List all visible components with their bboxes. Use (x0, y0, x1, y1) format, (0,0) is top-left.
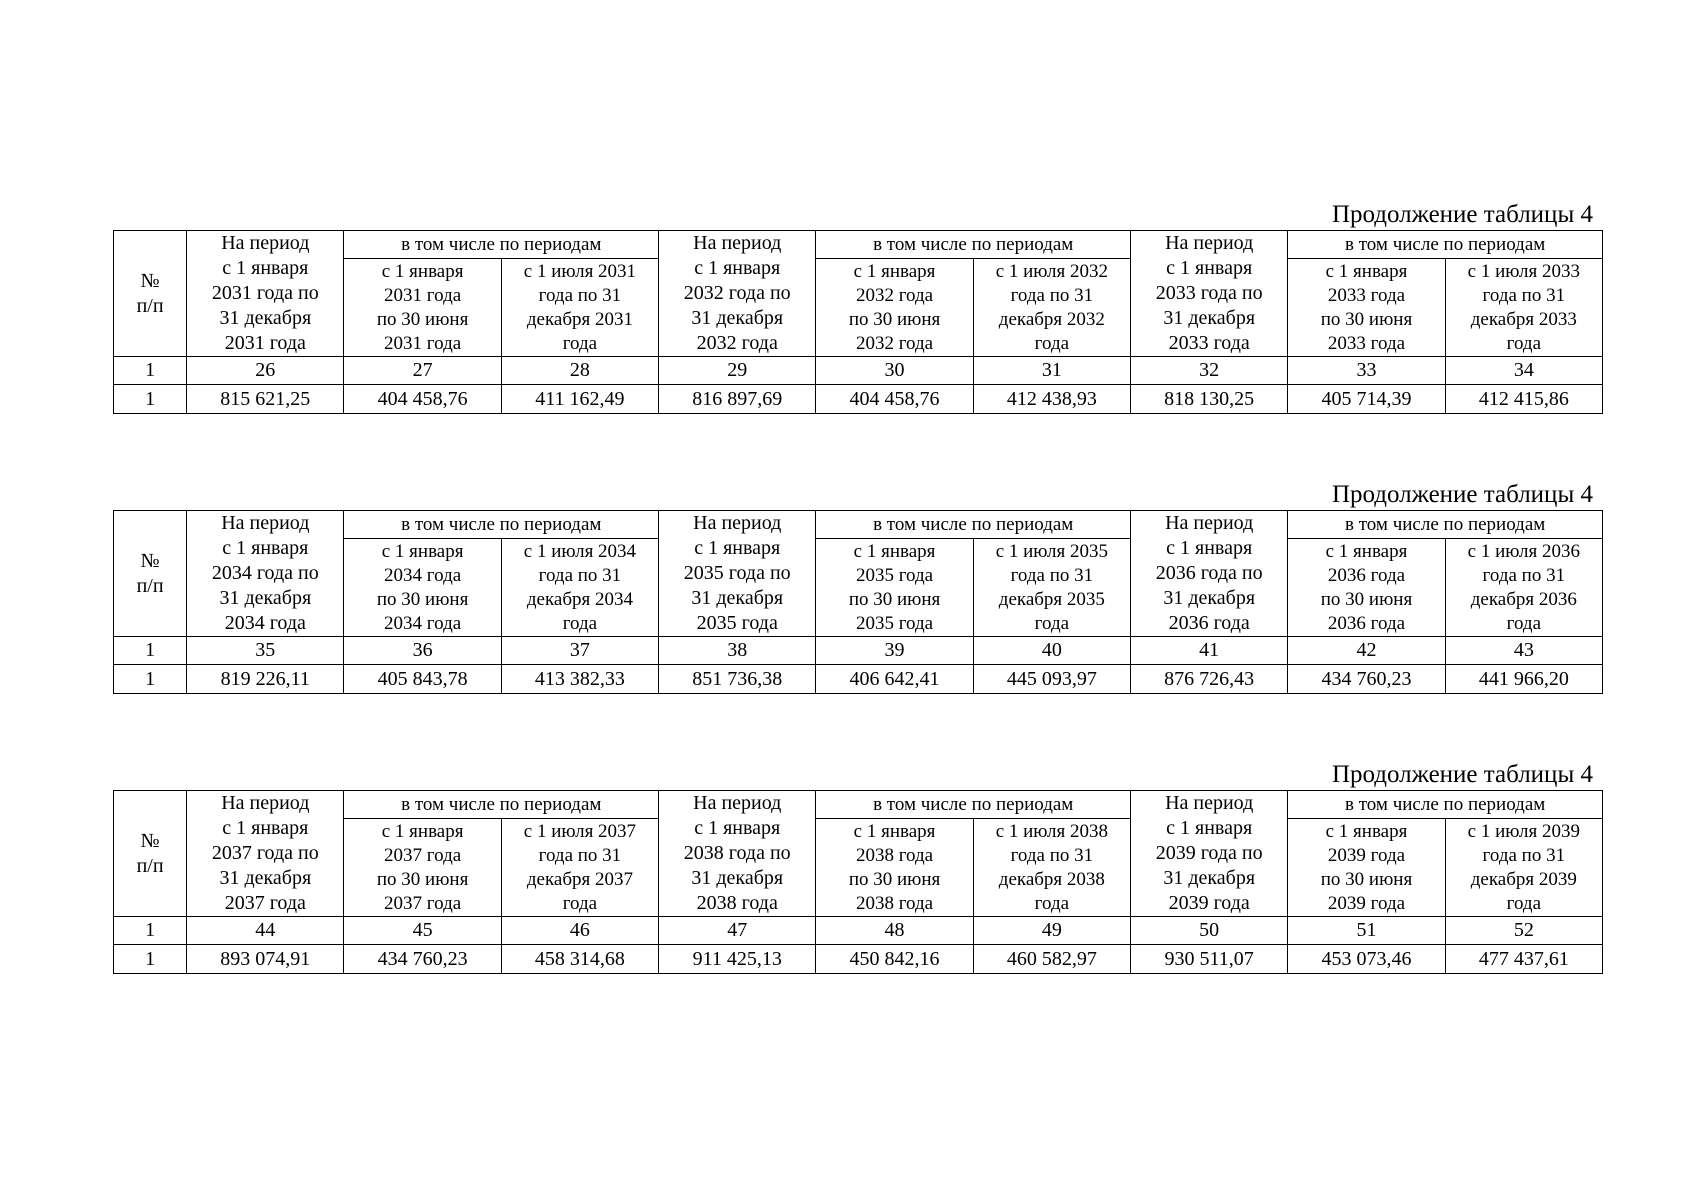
table-caption: Продолжение таблицы 4 (1331, 481, 1593, 508)
header-subperiods-group-cell: в том числе по периодам (1288, 231, 1603, 259)
value-cell: 404 458,76 (816, 385, 973, 414)
value-cell: 893 074,91 (187, 945, 344, 974)
header-first-half-cell: с 1 января 2039 года по 30 июня 2039 года (1288, 819, 1445, 917)
value-cell: 450 842,16 (816, 945, 973, 974)
column-number-cell: 35 (187, 637, 344, 665)
table-caption: Продолжение таблицы 4 (1331, 761, 1593, 788)
header-total-period-cell: На период с 1 января 2038 года по 31 декабря 2038 года (659, 791, 816, 917)
value-cell: 851 736,38 (659, 665, 816, 694)
data-table (113, 510, 1603, 694)
value-cell: 876 726,43 (1131, 665, 1288, 694)
header-subperiods-group-cell: в том числе по периодам (344, 231, 659, 259)
value-cell: 413 382,33 (501, 665, 658, 694)
header-total-period-cell: На период с 1 января 2031 года по 31 декабря 2031 года (187, 231, 344, 357)
value-cell: 1 (114, 385, 187, 414)
column-number-cell: 48 (816, 917, 973, 945)
value-cell: 911 425,13 (659, 945, 816, 974)
header-total-period-cell: На период с 1 января 2036 года по 31 декабря 2036 года (1131, 511, 1288, 637)
header-second-half-cell: с 1 июля 2037 года по 31 декабря 2037 года (501, 819, 658, 917)
column-number-cell: 30 (816, 357, 973, 385)
column-number-cell: 45 (344, 917, 501, 945)
header-number-cell: № п/п (114, 511, 187, 637)
value-cell: 406 642,41 (816, 665, 973, 694)
column-number-cell: 49 (973, 917, 1130, 945)
table-block (113, 760, 1603, 974)
value-cell: 445 093,97 (973, 665, 1130, 694)
column-number-cell: 27 (344, 357, 501, 385)
value-cell: 412 438,93 (973, 385, 1130, 414)
column-number-cell: 46 (501, 917, 658, 945)
column-number-cell: 29 (659, 357, 816, 385)
column-number-cell: 42 (1288, 637, 1445, 665)
value-cell: 405 714,39 (1288, 385, 1445, 414)
value-cell: 930 511,07 (1131, 945, 1288, 974)
table-row (114, 385, 1603, 414)
column-number-cell: 52 (1445, 917, 1602, 945)
value-cell: 819 226,11 (187, 665, 344, 694)
column-number-cell: 32 (1131, 357, 1288, 385)
column-number-cell: 47 (659, 917, 816, 945)
column-number-cell: 33 (1288, 357, 1445, 385)
header-first-half-cell: с 1 января 2036 года по 30 июня 2036 года (1288, 539, 1445, 637)
value-cell: 1 (114, 665, 187, 694)
header-first-half-cell: с 1 января 2035 года по 30 июня 2035 года (816, 539, 973, 637)
header-second-half-cell: с 1 июля 2032 года по 31 декабря 2032 года (973, 259, 1130, 357)
column-number-cell: 36 (344, 637, 501, 665)
column-number-cell: 51 (1288, 917, 1445, 945)
value-cell: 458 314,68 (501, 945, 658, 974)
header-number-cell: № п/п (114, 231, 187, 357)
header-total-period-cell: На период с 1 января 2032 года по 31 декабря 2032 года (659, 231, 816, 357)
column-number-cell: 50 (1131, 917, 1288, 945)
header-subperiods-group-cell: в том числе по периодам (816, 791, 1131, 819)
header-subperiods-group-cell: в том числе по периодам (1288, 791, 1603, 819)
header-subperiods-group-cell: в том числе по периодам (344, 791, 659, 819)
value-cell: 1 (114, 945, 187, 974)
header-total-period-cell: На период с 1 января 2037 года по 31 декабря 2037 года (187, 791, 344, 917)
table-caption: Продолжение таблицы 4 (1331, 201, 1593, 228)
column-number-cell: 41 (1131, 637, 1288, 665)
value-cell: 441 966,20 (1445, 665, 1602, 694)
value-cell: 434 760,23 (1288, 665, 1445, 694)
header-subperiods-group-cell: в том числе по периодам (816, 511, 1131, 539)
table-block (113, 200, 1603, 414)
value-cell: 412 415,86 (1445, 385, 1602, 414)
table-row (114, 665, 1603, 694)
data-table (113, 230, 1603, 414)
table-row (114, 945, 1603, 974)
header-total-period-cell: На период с 1 января 2035 года по 31 декабря 2035 года (659, 511, 816, 637)
column-number-cell: 1 (114, 637, 187, 665)
header-total-period-cell: На период с 1 января 2039 года по 31 декабря 2039 года (1131, 791, 1288, 917)
header-first-half-cell: с 1 января 2031 года по 30 июня 2031 года (344, 259, 501, 357)
header-second-half-cell: с 1 июля 2039 года по 31 декабря 2039 года (1445, 819, 1602, 917)
column-number-cell: 43 (1445, 637, 1602, 665)
header-total-period-cell: На период с 1 января 2034 года по 31 декабря 2034 года (187, 511, 344, 637)
header-second-half-cell: с 1 июля 2034 года по 31 декабря 2034 года (501, 539, 658, 637)
column-number-cell: 40 (973, 637, 1130, 665)
header-first-half-cell: с 1 января 2034 года по 30 июня 2034 года (344, 539, 501, 637)
header-subperiods-group-cell: в том числе по периодам (816, 231, 1131, 259)
column-number-cell: 37 (501, 637, 658, 665)
header-second-half-cell: с 1 июля 2036 года по 31 декабря 2036 года (1445, 539, 1602, 637)
header-subperiods-group-cell: в том числе по периодам (344, 511, 659, 539)
table-block (113, 480, 1603, 694)
header-first-half-cell: с 1 января 2037 года по 30 июня 2037 года (344, 819, 501, 917)
column-number-cell: 28 (501, 357, 658, 385)
header-subperiods-group-cell: в том числе по периодам (1288, 511, 1603, 539)
value-cell: 477 437,61 (1445, 945, 1602, 974)
column-number-cell: 1 (114, 357, 187, 385)
column-number-cell: 39 (816, 637, 973, 665)
value-cell: 411 162,49 (501, 385, 658, 414)
column-number-cell: 44 (187, 917, 344, 945)
data-table (113, 790, 1603, 974)
value-cell: 816 897,69 (659, 385, 816, 414)
value-cell: 405 843,78 (344, 665, 501, 694)
value-cell: 453 073,46 (1288, 945, 1445, 974)
column-number-cell: 34 (1445, 357, 1602, 385)
column-number-cell: 26 (187, 357, 344, 385)
header-first-half-cell: с 1 января 2038 года по 30 июня 2038 года (816, 819, 973, 917)
header-second-half-cell: с 1 июля 2033 года по 31 декабря 2033 года (1445, 259, 1602, 357)
header-number-cell: № п/п (114, 791, 187, 917)
header-total-period-cell: На период с 1 января 2033 года по 31 декабря 2033 года (1131, 231, 1288, 357)
header-first-half-cell: с 1 января 2033 года по 30 июня 2033 года (1288, 259, 1445, 357)
header-second-half-cell: с 1 июля 2031 года по 31 декабря 2031 года (501, 259, 658, 357)
header-second-half-cell: с 1 июля 2035 года по 31 декабря 2035 года (973, 539, 1130, 637)
column-number-cell: 1 (114, 917, 187, 945)
header-first-half-cell: с 1 января 2032 года по 30 июня 2032 года (816, 259, 973, 357)
value-cell: 815 621,25 (187, 385, 344, 414)
header-second-half-cell: с 1 июля 2038 года по 31 декабря 2038 года (973, 819, 1130, 917)
value-cell: 434 760,23 (344, 945, 501, 974)
value-cell: 404 458,76 (344, 385, 501, 414)
column-number-cell: 38 (659, 637, 816, 665)
value-cell: 818 130,25 (1131, 385, 1288, 414)
column-number-cell: 31 (973, 357, 1130, 385)
value-cell: 460 582,97 (973, 945, 1130, 974)
